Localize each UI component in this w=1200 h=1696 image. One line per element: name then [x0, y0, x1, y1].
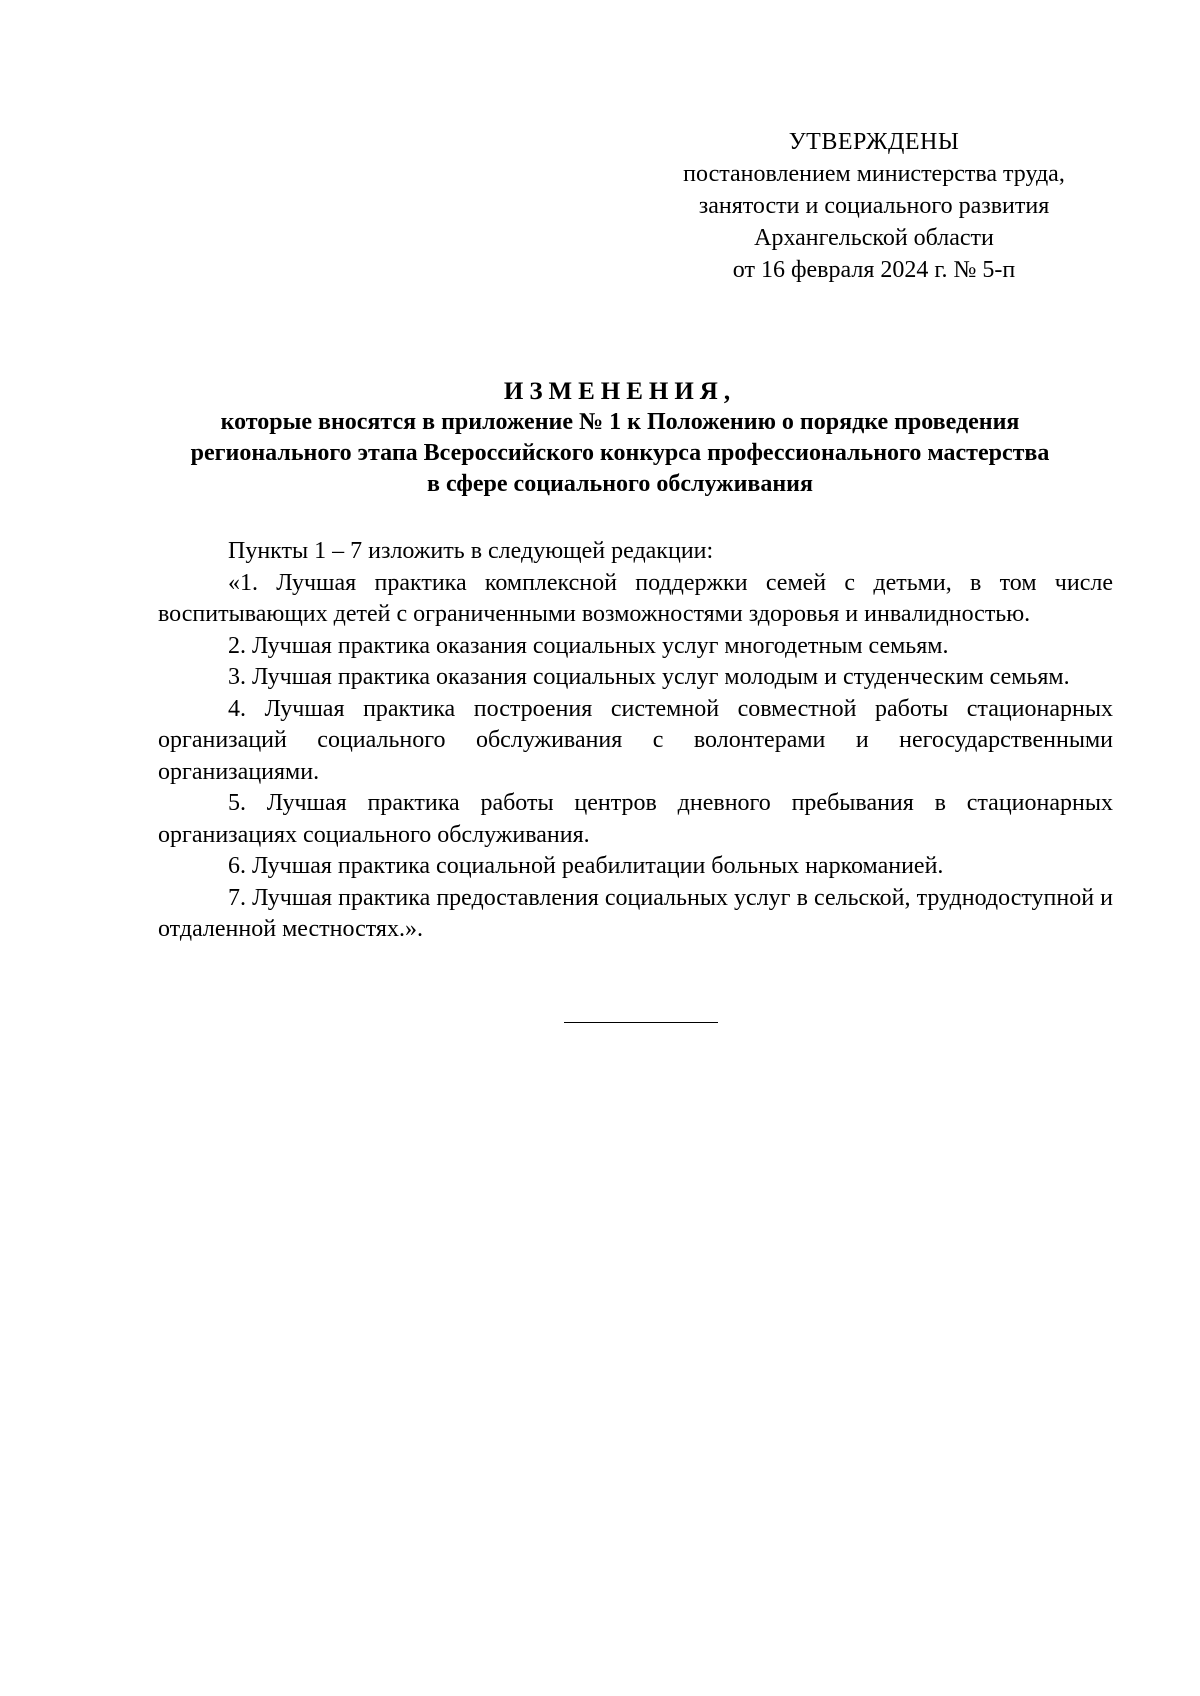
- document-title: ИЗМЕНЕНИЯ,: [503, 378, 737, 405]
- document-subtitle-line: регионального этапа Всероссийского конкурса профессионального мастерства: [190, 440, 1050, 466]
- document-subtitle-line: которые вносятся в приложение № 1 к Положению о порядке проведения: [220, 409, 1020, 435]
- approval-line: постановлением министерства труда,: [683, 161, 1065, 187]
- document-body: [158, 536, 1113, 946]
- body-item: 5. Лучшая практика работы центров дневного пребывания в стационарных организациях социального обслуживания.: [158, 790, 1113, 848]
- body-item: 2. Лучшая практика оказания социальных услуг многодетным семьям.: [228, 632, 949, 659]
- body-item: 3. Лучшая практика оказания социальных услуг молодым и студенческим семьям.: [228, 664, 1070, 690]
- approval-line: Архангельской области: [754, 225, 994, 251]
- approval-date-line: от 16 февраля 2024 г. № 5-п: [732, 257, 1016, 283]
- body-intro: Пункты 1 – 7 изложить в следующей редакции:: [228, 538, 714, 564]
- document-heading: [150, 376, 1090, 500]
- approval-stamp: УТВЕРЖДЕНЫ: [788, 129, 960, 155]
- approval-line: занятости и социального развития: [698, 193, 1050, 219]
- end-divider: [564, 1022, 718, 1023]
- body-item: 4. Лучшая практика построения системной совместной работы стационарных организаций социального обслуживания с волонтерами и негосударственными организациями.: [158, 695, 1113, 785]
- document-subtitle-line: в сфере социального обслуживания: [427, 471, 813, 497]
- body-item: 7. Лучшая практика предоставления социальных услуг в сельской, труднодоступной и отдаленной местностях.».: [158, 884, 1113, 942]
- body-item: «1. Лучшая практика комплексной поддержки семей с детьми, в том числе воспитывающих детей с ограниченными возможностями здоровья и инвалидностью.: [158, 569, 1113, 627]
- approval-block: [614, 126, 1134, 286]
- body-item: 6. Лучшая практика социальной реабилитации больных наркоманией.: [228, 853, 944, 879]
